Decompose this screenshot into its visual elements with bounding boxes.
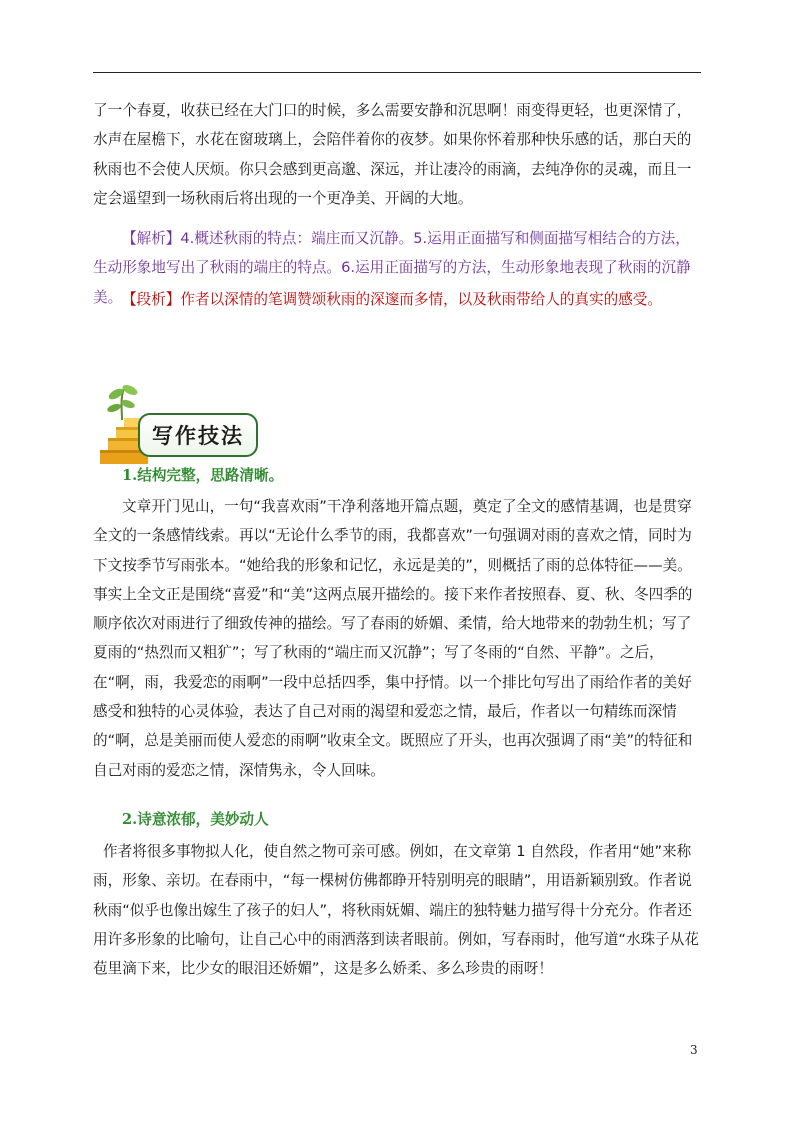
duanxi-paragraph (93, 285, 703, 314)
header-rule (93, 72, 701, 73)
section-badge-label: 写作技法 (138, 413, 258, 457)
duanxi-text: 作者以深情的笔调赞颂秋雨的深邃而多情，以及秋雨带给人的真实的感受。 (180, 291, 662, 308)
heading-structure: 1.结构完整，思路清晰。 (122, 467, 284, 484)
heading-poetic: 2.诗意浓郁，美妙动人 (122, 811, 269, 828)
structure-paragraph: 文章开门见山，一句“我喜欢雨”干净利落地开篇点题，奠定了全文的感情基调，也是贯穿全文的一条感情线索。再以“无论什么季节的雨，我都喜欢”一句强调对雨的喜欢之情，同时为下文按季节写雨张本。“她给我的形象和记忆，永远是美的”，则概括了雨的总体特征——美。事实上全文正是围绕“喜爱”和“美”这两点展开描绘的。接下来作者按照春、夏、秋、冬四季的顺序依次对雨进行了细致传神的描绘。写了春雨的娇媚、柔情，给大地带来的勃勃生机；写了夏雨的“热烈而又粗犷”；写了秋雨的“端庄而又沉静”；写了冬雨的“自然、平静”。之后，在“啊，雨，我爱恋的雨啊”一段中总括四季，集中抒情。以一个排比句写出了雨给作者的美好感受和独特的心灵体验，表达了自己对雨的渴望和爱恋之情，最后，作者以一句精练而深情的“啊，总是美丽而使人爱恋的雨啊”收束全文。既照应了开头，也再次强调了雨“美”的特征和自己对雨的爱恋之情，深情隽永，令人回味。 (93, 498, 693, 779)
poetic-paragraph: 作者将很多事物拟人化，使自然之物可亲可感。例如，在文章第 1 自然段，作者用“她”来称雨，形象、亲切。在春雨中，“每一棵树仿佛都睁开特别明亮的眼睛”，用语新颖别致。作者说秋雨“似乎也像出嫁生了孩子的妇人”，将秋雨妩媚、端庄的独特魅力描写得十分充分。作者还用许多形象的比喻句，让自己心中的雨洒落到读者眼前。例如，写春雨时，他写道“水珠子从花苞里滴下来，比少女的眼泪还娇媚”，这是多么娇柔、多么珍贵的雨呀！ (93, 843, 699, 978)
intro-paragraph: 了一个春夏，收获已经在大门口的时候，多么需要安静和沉思啊！雨变得更轻，也更深情了，水声在屋檐下，水花在窗玻璃上，会陪伴着你的夜梦。如果你怀着那种快乐感的话，那白天的秋雨也不会使人厌烦。你只会感到更高邈、深远，并让凄冷的雨滴，去纯净你的灵魂，而且一定会遥望到一场秋雨后将出现的一个更净美、开阔的大地。 (93, 102, 692, 207)
duanxi-tag: 【段析】 (122, 291, 181, 308)
analysis-text: 4.概述秋雨的特点：端庄而又沉静。5.运用正面描写和侧面描写相结合的方法，生动形象地写出了秋雨的端庄的特点。6.运用正面描写的方法，生动形象地表现了秋雨的沉静美。 (93, 230, 691, 306)
analysis-tag: 【解析】 (122, 230, 181, 247)
page-number: 3 (690, 1043, 698, 1057)
section-badge (98, 380, 268, 466)
